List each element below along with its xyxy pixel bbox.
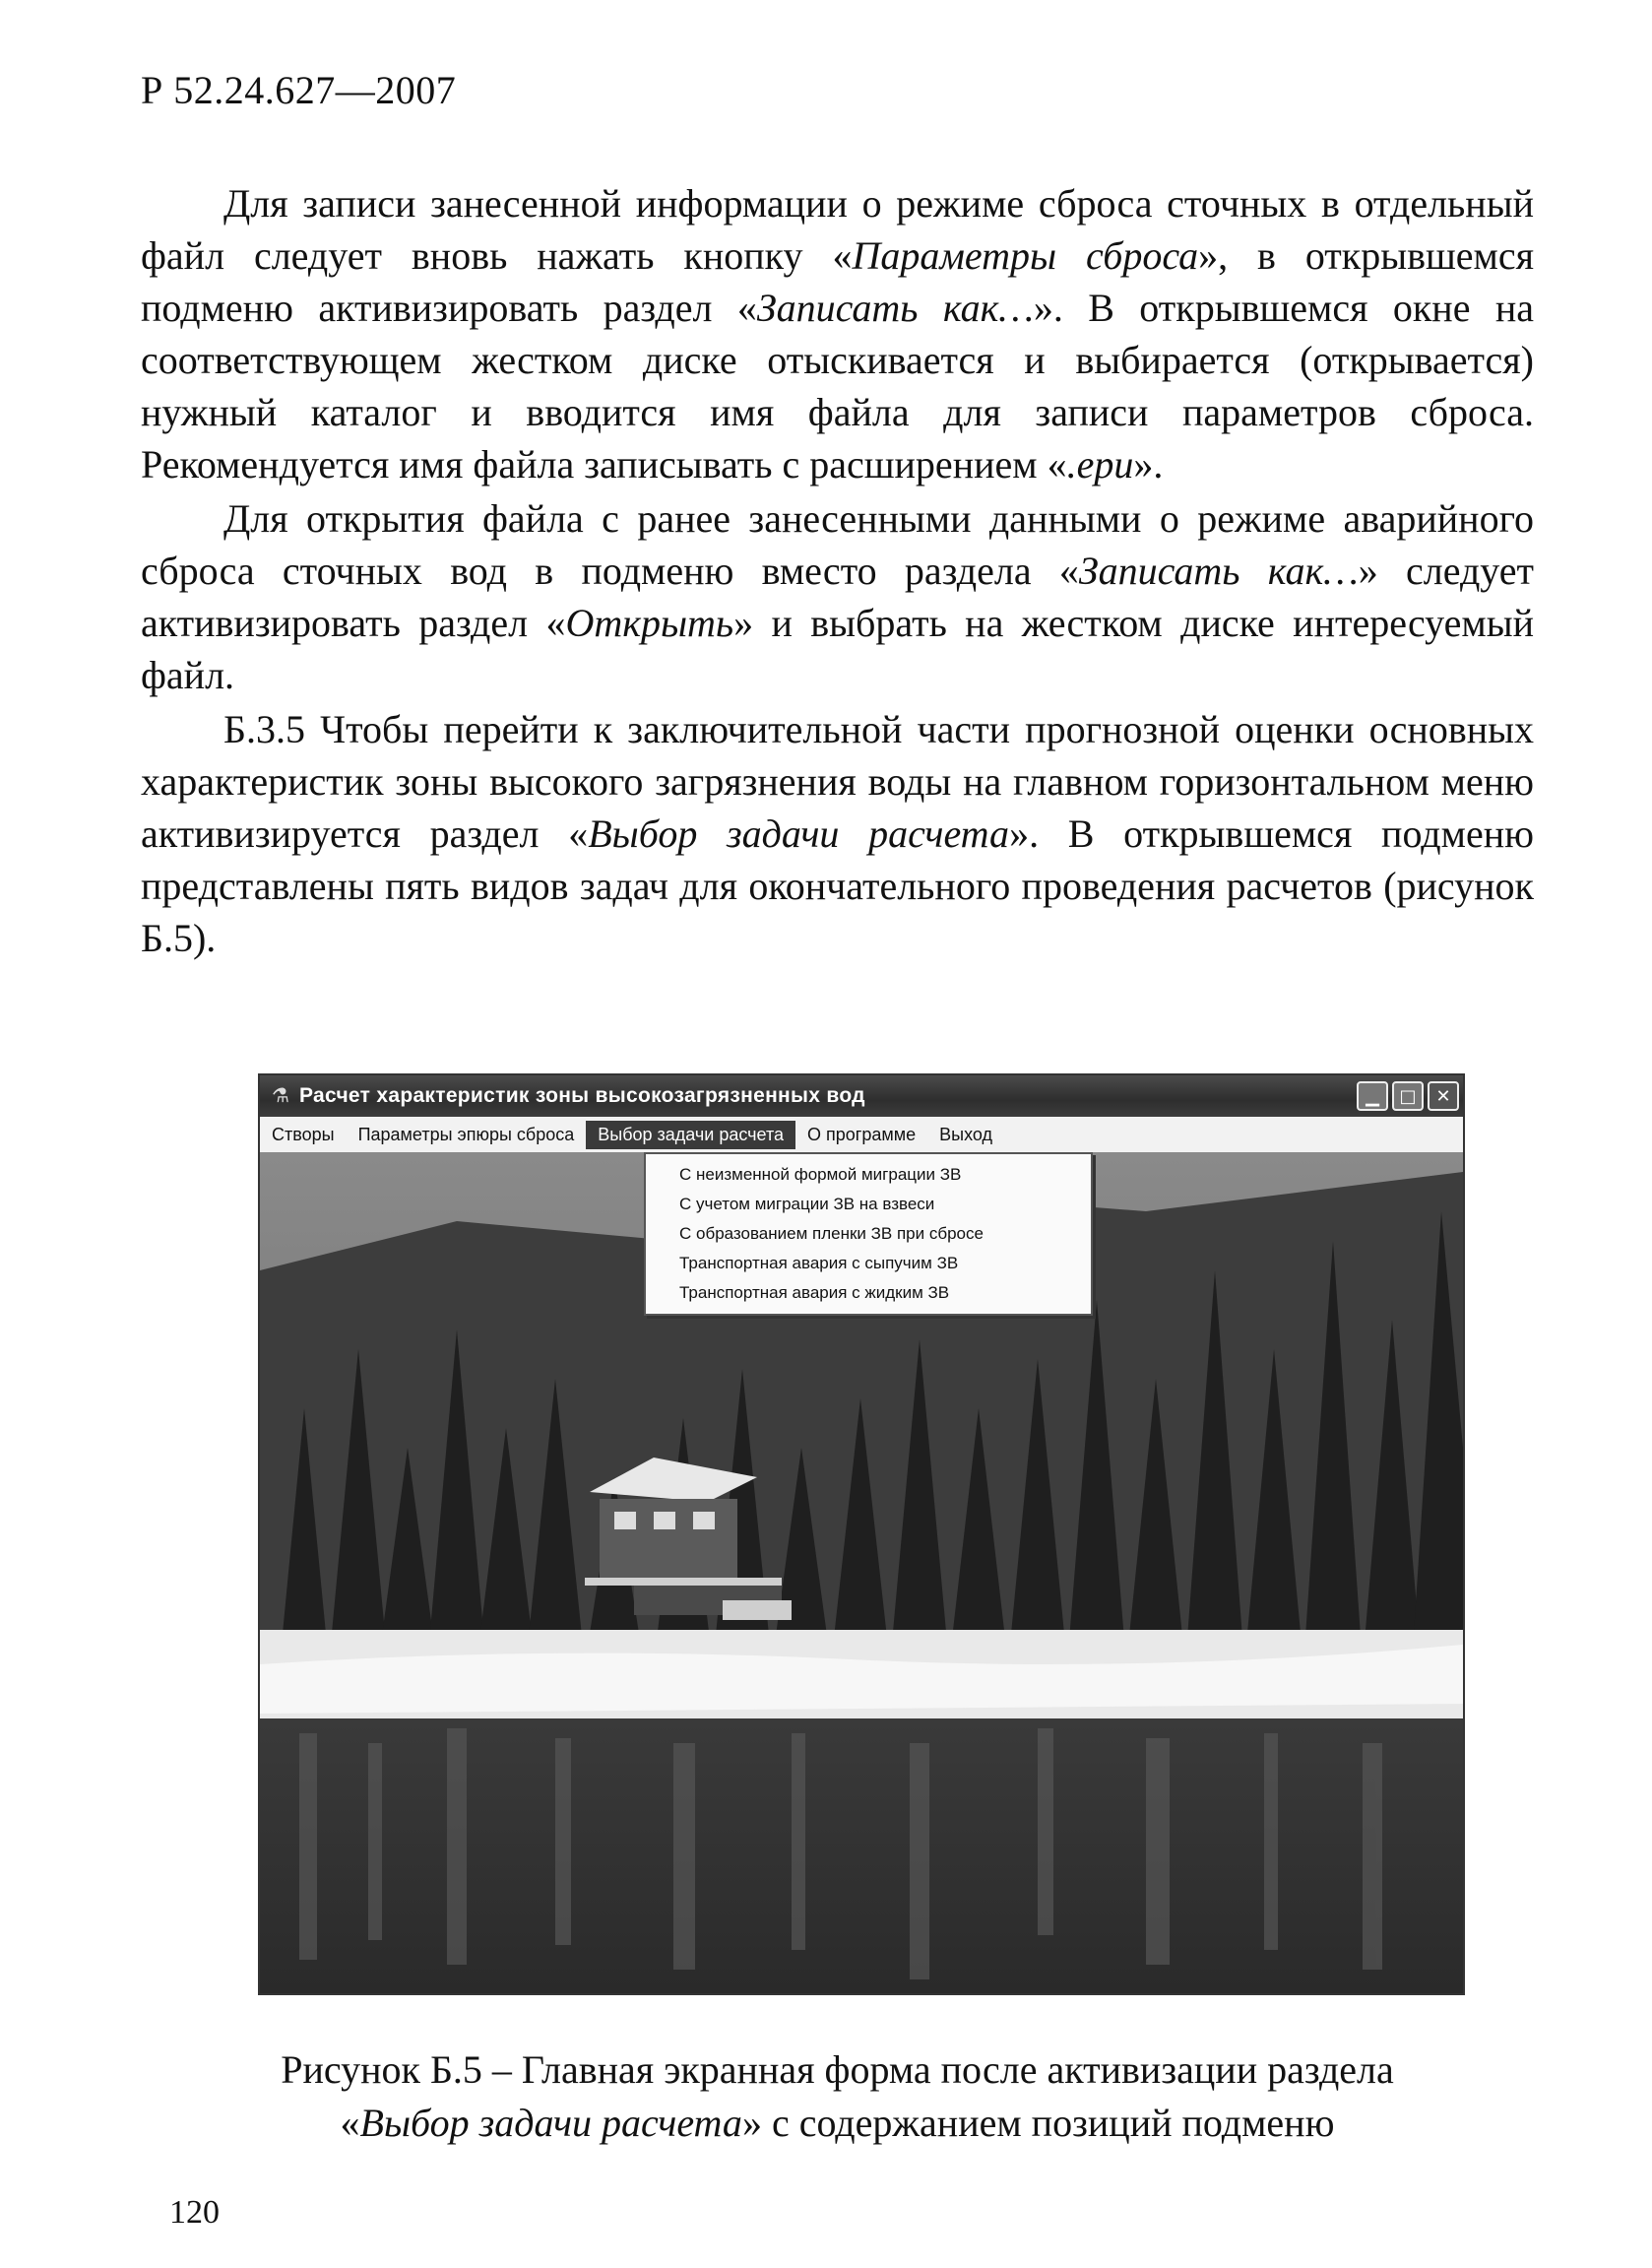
window-title: Расчет характеристик зоны высокозагрязненных вод <box>299 1084 865 1107</box>
figure-screenshot <box>258 1073 1465 1995</box>
page-number: 120 <box>169 2194 220 2231</box>
figure-caption: Рисунок Б.5 – Главная экранная форма после активизации раздела «Выбор задачи расчета» с содержанием позиций подменю <box>281 2047 1394 2145</box>
close-icon[interactable]: ✕ <box>1428 1081 1459 1111</box>
task-submenu <box>644 1152 1093 1316</box>
menu-stvory[interactable]: Створы <box>272 1124 335 1144</box>
body-text <box>141 177 1534 966</box>
window-titlebar[interactable] <box>260 1075 1463 1117</box>
menu-about[interactable]: О программе <box>807 1124 917 1144</box>
submenu-item-liquid-accident[interactable]: Транспортная авария с жидким ЗВ <box>679 1283 950 1302</box>
minimize-icon[interactable]: ▁ <box>1357 1081 1388 1111</box>
document-code: Р 52.24.627—2007 <box>141 68 457 112</box>
menu-exit[interactable]: Выход <box>939 1124 992 1144</box>
paragraph-open-file: Для открытия файла с ранее занесенными данными о режиме аварийного сброса сточных вод в подменю вместо раздела «Записать как…» следует активизировать раздел «Открыть» и выбрать на жестком диске интересуемый файл. <box>141 496 1535 697</box>
menu-task-selection[interactable]: Выбор задачи расчета <box>586 1121 795 1149</box>
submenu-item-film-formation[interactable]: С образованием пленки ЗВ при сбросе <box>679 1224 984 1243</box>
menu-bar <box>260 1117 1463 1152</box>
submenu-item-bulk-accident[interactable]: Транспортная авария с сыпучим ЗВ <box>679 1254 959 1272</box>
paragraph-save-as: Для записи занесенной информации о режиме сброса сточных в отдельный файл следует вновь нажать кнопку «Параметры сброса», в открывшемся подменю активизировать раздел «Записать как…». В открывшемся окне на соответствующем жестком диске отыскивается и выбирается (открывается) нужный каталог и вводится имя файла для записи параметров сброса. Рекомендуется имя файла записывать с расширением «.ери». <box>141 181 1534 486</box>
app-icon: ⚗ <box>272 1085 289 1107</box>
maximize-icon[interactable]: □ <box>1392 1081 1424 1111</box>
submenu-item-unchanged-form[interactable]: С неизменной формой миграции ЗВ <box>679 1165 962 1184</box>
menu-discharge-params[interactable]: Параметры эпюры сброса <box>357 1124 575 1144</box>
paragraph-b35: Б.3.5 Чтобы перейти к заключительной части прогнозной оценки основных характеристик зоны высокого загрязнения воды на главном горизонтальном меню активизируется раздел «Выбор задачи расчета». В открывшемся подменю представлены пять видов задач для окончательного проведения расчетов (рисунок Б.5). <box>141 707 1535 960</box>
submenu-item-suspension-migration[interactable]: С учетом миграции ЗВ на взвеси <box>679 1195 935 1213</box>
